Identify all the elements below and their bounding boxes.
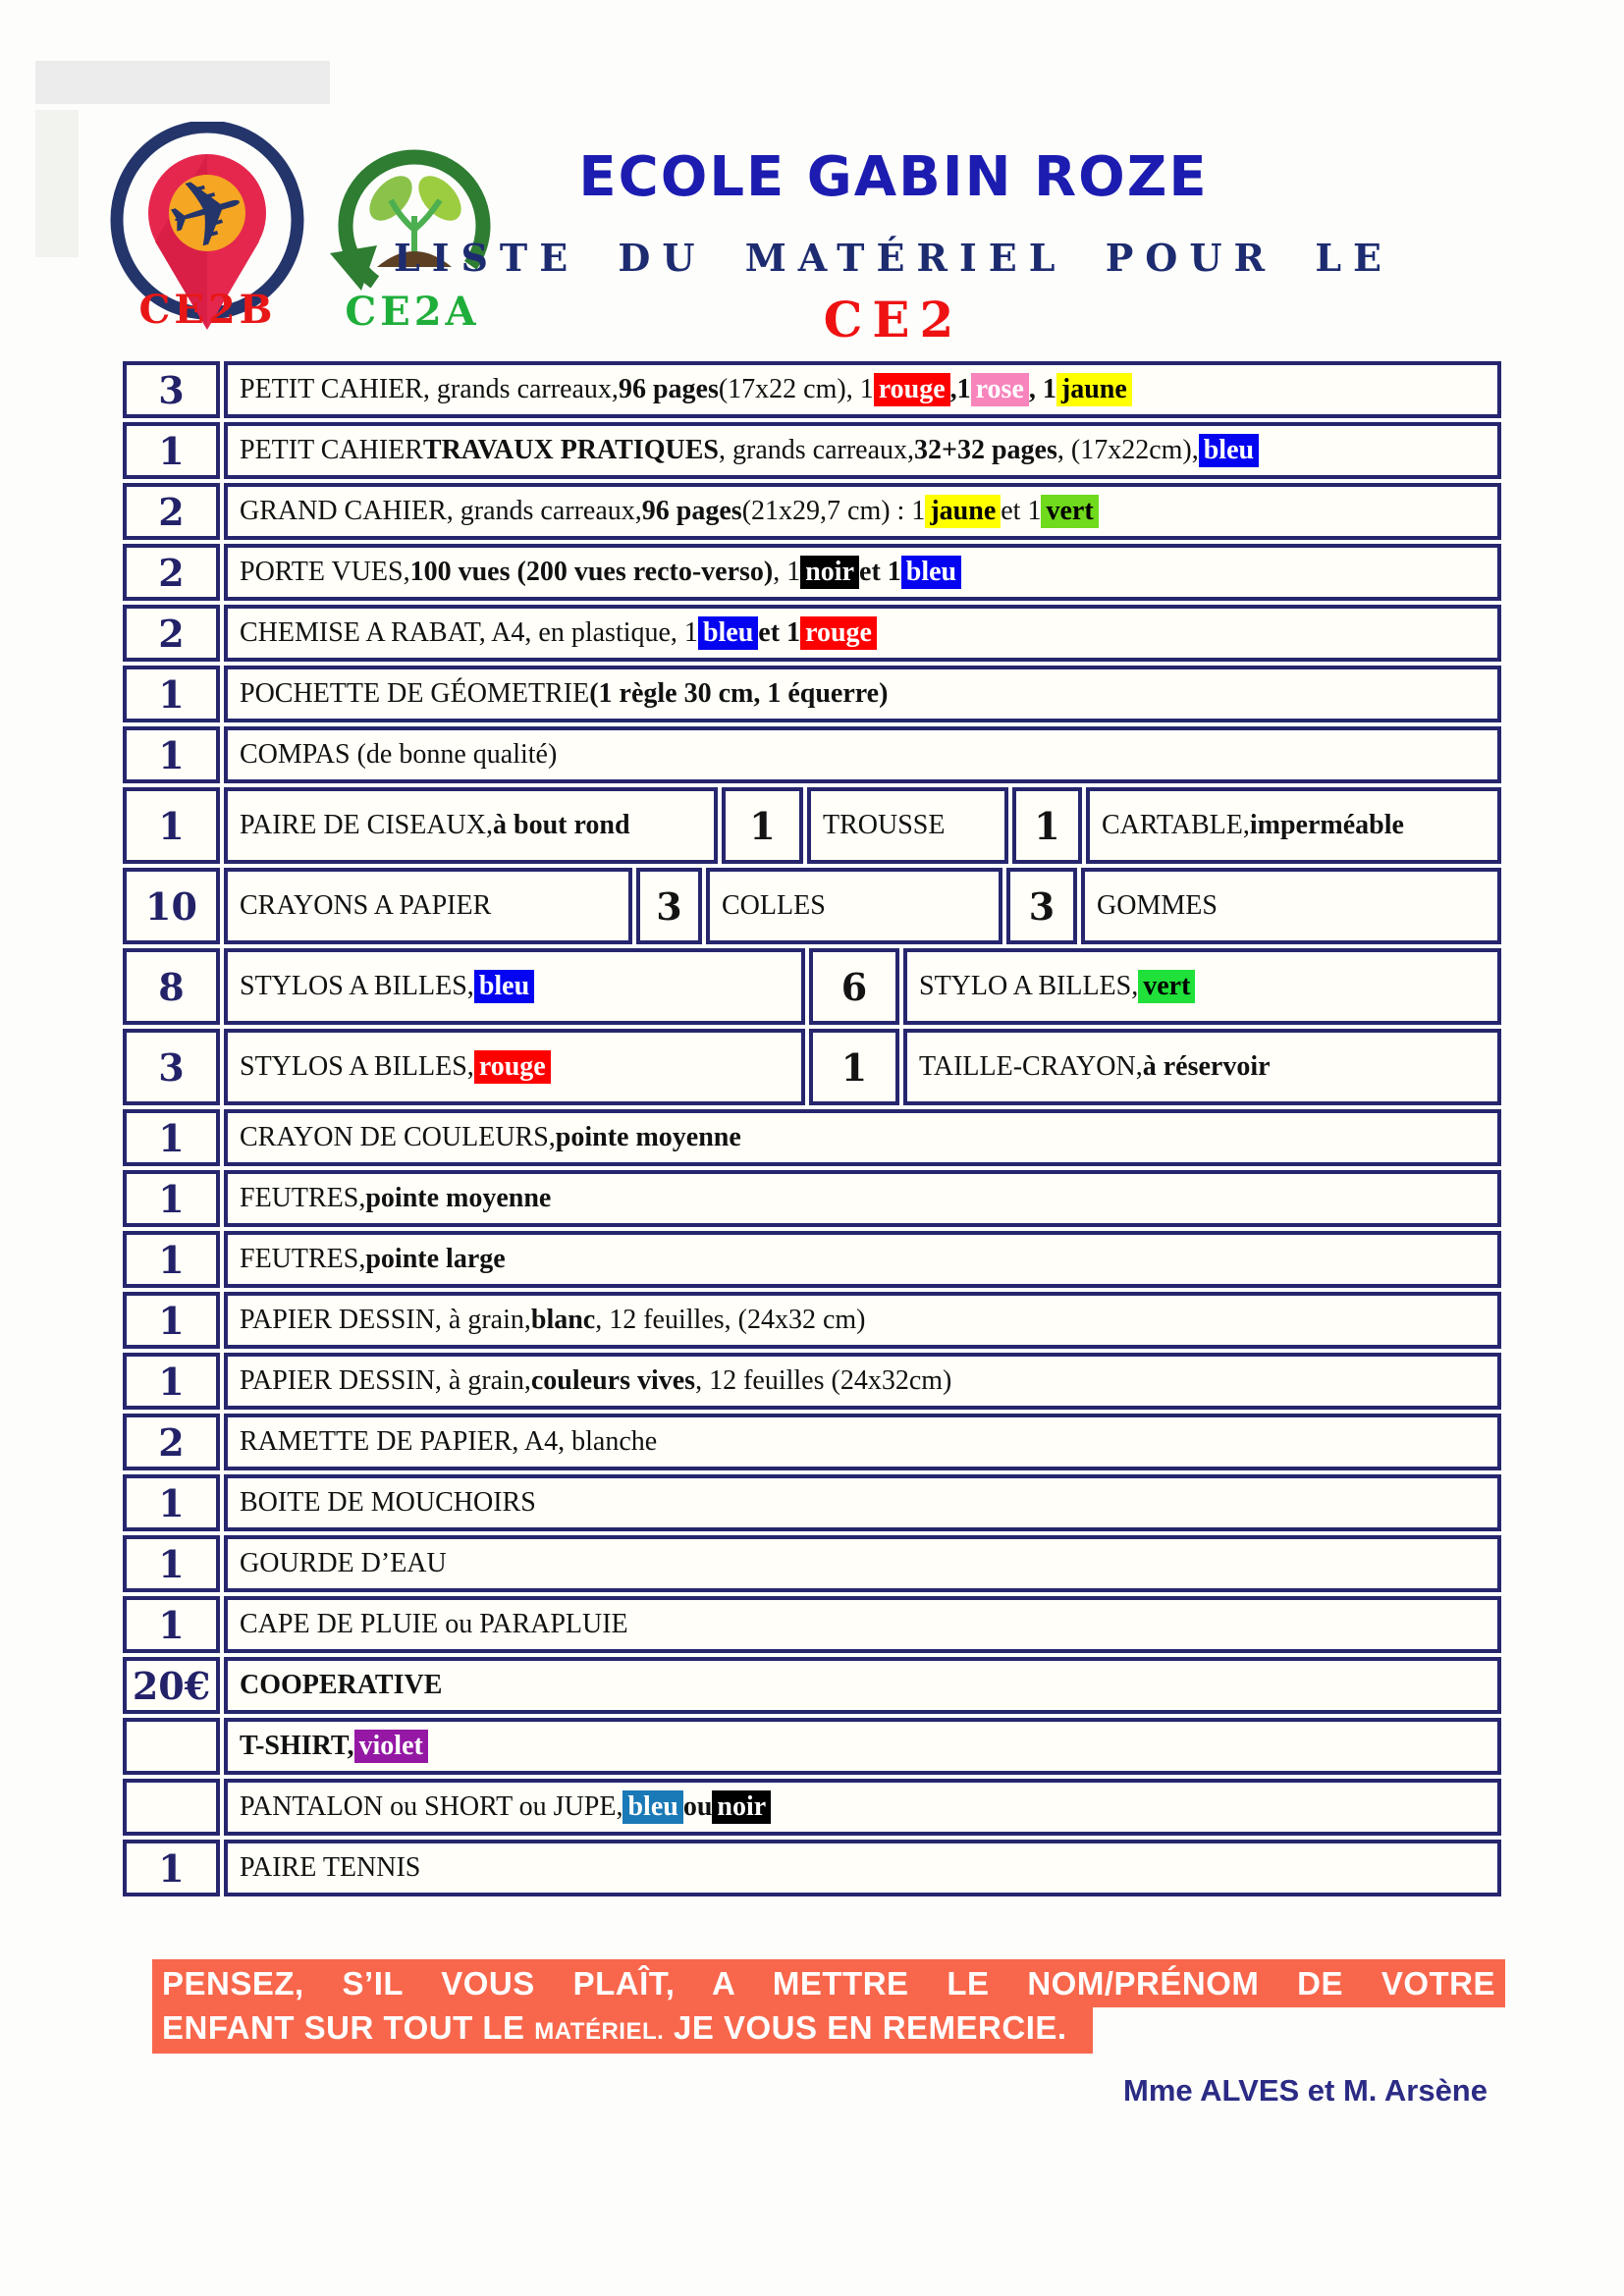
item-cell xyxy=(903,948,1501,1025)
item-text-segment: CRAYON DE COULEURS, xyxy=(240,1122,556,1152)
quantity-cell: 1 xyxy=(123,1840,220,1896)
item-cell xyxy=(224,1596,1501,1653)
item-cell xyxy=(224,361,1501,418)
item-text-segment: CHEMISE A RABAT, A4, en plastique, 1 xyxy=(240,617,698,648)
item-text-segment: COLLES xyxy=(722,890,826,921)
reminder-banner xyxy=(152,1959,1505,2054)
item-text-segment: (21x29,7 cm) : 1 xyxy=(741,496,926,526)
item-text-segment: PETIT CAHIER xyxy=(240,435,423,465)
supply-row xyxy=(123,1779,1501,1836)
list-subtitle: LISTE DU MATÉRIEL POUR LE xyxy=(393,236,1393,280)
quantity-cell: 1 xyxy=(809,1029,899,1105)
supply-row xyxy=(123,361,1501,418)
item-text-segment: STYLOS A BILLES, xyxy=(240,1051,474,1082)
logo-right-label: CE2A xyxy=(345,289,480,335)
supply-row xyxy=(123,1657,1501,1714)
item-text-segment: pointe large xyxy=(365,1244,506,1274)
quantity-cell: 1 xyxy=(722,787,803,864)
item-cell xyxy=(224,1535,1501,1592)
supply-row xyxy=(123,1718,1501,1775)
item-cell xyxy=(224,1474,1501,1531)
item-text-segment: et 1 xyxy=(1001,496,1042,526)
color-swatch-noir: noir xyxy=(712,1790,771,1824)
color-swatch-vert_clair: vert xyxy=(1041,495,1098,528)
item-text-segment: GOURDE D’EAU xyxy=(240,1548,447,1578)
item-text-segment: PAIRE DE CISEAUX, xyxy=(240,810,493,840)
supply-row xyxy=(123,1840,1501,1896)
color-swatch-bleu_fonce: bleu xyxy=(623,1790,682,1824)
item-text-segment: ou xyxy=(682,1791,713,1822)
item-cell xyxy=(224,1657,1501,1714)
quantity-cell: 1 xyxy=(123,787,220,864)
item-text-segment: ,1 xyxy=(949,374,971,404)
quantity-cell: 3 xyxy=(123,1029,220,1105)
item-text-segment: 96 pages xyxy=(641,496,742,526)
item-text-segment: , 12 feuilles (24x32cm) xyxy=(695,1365,952,1396)
item-text-segment: 100 vues (200 vues recto-verso) xyxy=(409,557,774,587)
item-text-segment: PANTALON ou SHORT ou JUPE, xyxy=(240,1791,623,1822)
item-cell xyxy=(224,787,718,864)
item-text-segment: TRAVAUX PRATIQUES xyxy=(422,435,719,465)
supply-row xyxy=(123,1353,1501,1410)
color-swatch-rose: rose xyxy=(971,373,1029,406)
item-text-segment: FEUTRES, xyxy=(240,1183,366,1213)
color-swatch-jaune: jaune xyxy=(925,495,1001,528)
item-text-segment: imperméable xyxy=(1249,810,1404,840)
color-swatch-jaune: jaune xyxy=(1056,373,1132,406)
item-cell xyxy=(224,1840,1501,1896)
item-text-segment: , 1 xyxy=(773,557,801,587)
color-swatch-rouge: rouge xyxy=(474,1050,551,1084)
quantity-cell: 2 xyxy=(123,605,220,662)
reminder-text-segment: MATÉRIEL. xyxy=(534,2018,665,2045)
supply-row xyxy=(123,1109,1501,1166)
item-cell xyxy=(224,868,632,944)
logo-left-label: CE2B xyxy=(138,287,277,333)
item-text-segment: couleurs vives xyxy=(530,1365,696,1396)
scan-artifact xyxy=(35,110,79,257)
quantity-cell xyxy=(123,1718,220,1775)
color-swatch-bleu: bleu xyxy=(698,616,758,650)
item-text-segment: TAILLE-CRAYON, xyxy=(919,1051,1143,1082)
item-text-segment: , grands carreaux, xyxy=(719,435,915,465)
item-cell xyxy=(224,948,805,1025)
item-cell xyxy=(224,1353,1501,1410)
item-cell xyxy=(224,605,1501,662)
svg-text:✈: ✈ xyxy=(153,149,261,277)
item-text-segment: STYLO A BILLES, xyxy=(919,971,1139,1001)
supply-row xyxy=(123,1170,1501,1227)
item-cell xyxy=(807,787,1008,864)
item-text-segment: FEUTRES, xyxy=(240,1244,366,1274)
supply-row xyxy=(123,868,1501,944)
quantity-cell: 1 xyxy=(123,1596,220,1653)
quantity-cell: 10 xyxy=(123,868,220,944)
item-cell xyxy=(224,1231,1501,1288)
item-cell xyxy=(1086,787,1501,864)
supply-row xyxy=(123,1474,1501,1531)
supply-row xyxy=(123,483,1501,540)
school-title: ECOLE GABIN ROZE xyxy=(578,145,1209,209)
item-text-segment: CRAYONS A PAPIER xyxy=(240,890,492,921)
item-cell xyxy=(224,726,1501,783)
quantity-cell: 3 xyxy=(636,868,702,944)
quantity-cell: 1 xyxy=(123,1535,220,1592)
item-text-segment: TROUSSE xyxy=(823,810,946,840)
scan-artifact xyxy=(35,61,330,104)
color-swatch-noir: noir xyxy=(800,556,859,589)
quantity-cell: 2 xyxy=(123,544,220,601)
supply-row xyxy=(123,666,1501,722)
item-text-segment: PAPIER DESSIN, à grain, xyxy=(240,1365,531,1396)
item-text-segment: POCHETTE DE GÉOMETRIE xyxy=(240,678,590,709)
supply-row xyxy=(123,605,1501,662)
item-text-segment: pointe moyenne xyxy=(555,1122,741,1152)
color-swatch-bleu: bleu xyxy=(901,556,961,589)
item-text-segment: et 1 xyxy=(758,617,801,648)
item-text-segment: GOMMES xyxy=(1097,890,1218,921)
color-swatch-rouge: rouge xyxy=(800,616,877,650)
color-swatch-bleu: bleu xyxy=(474,970,534,1003)
item-text-segment: PAIRE TENNIS xyxy=(240,1852,421,1883)
item-cell xyxy=(706,868,1002,944)
quantity-cell: 1 xyxy=(123,666,220,722)
item-text-segment: blanc xyxy=(530,1305,596,1335)
quantity-cell: 2 xyxy=(123,1414,220,1470)
item-text-segment: PAPIER DESSIN, à grain, xyxy=(240,1305,531,1335)
item-text-segment: PETIT CAHIER, grands carreaux, xyxy=(240,374,619,404)
supply-row xyxy=(123,1414,1501,1470)
reminder-text-segment: JE VOUS EN REMERCIE. xyxy=(664,2009,1067,2046)
item-text-segment: GRAND CAHIER, grands carreaux, xyxy=(240,496,642,526)
supply-row xyxy=(123,1596,1501,1653)
item-text-segment: pointe moyenne xyxy=(365,1183,552,1213)
color-swatch-vert: vert xyxy=(1138,970,1195,1003)
item-text-segment: et 1 xyxy=(859,557,901,587)
item-cell xyxy=(224,1170,1501,1227)
item-cell xyxy=(224,1292,1501,1349)
item-cell xyxy=(224,422,1501,479)
quantity-cell: 1 xyxy=(123,1109,220,1166)
color-swatch-bleu: bleu xyxy=(1199,434,1259,467)
quantity-cell: 1 xyxy=(1012,787,1082,864)
reminder-text-segment: ENFANT SUR TOUT LE xyxy=(162,2009,535,2046)
quantity-cell: 6 xyxy=(809,948,899,1025)
quantity-cell: 1 xyxy=(123,1231,220,1288)
item-cell xyxy=(224,1029,805,1105)
supply-table xyxy=(123,361,1501,1900)
item-text-segment: , (17x22cm), xyxy=(1056,435,1199,465)
reminder-line-2 xyxy=(152,2007,1093,2054)
quantity-cell: 1 xyxy=(123,422,220,479)
supply-row xyxy=(123,787,1501,864)
item-text-segment: , 1 xyxy=(1028,374,1056,404)
quantity-cell: 8 xyxy=(123,948,220,1025)
quantity-cell: 20€ xyxy=(123,1657,220,1714)
item-text-segment: COMPAS (de bonne qualité) xyxy=(240,739,558,770)
item-text-segment: à réservoir xyxy=(1142,1051,1271,1082)
item-cell xyxy=(224,666,1501,722)
item-cell xyxy=(224,544,1501,601)
item-text-segment: STYLOS A BILLES, xyxy=(240,971,474,1001)
teachers-signature: Mme ALVES et M. Arsène xyxy=(1123,2073,1488,2108)
quantity-cell: 1 xyxy=(123,1474,220,1531)
item-text-segment: CARTABLE, xyxy=(1102,810,1250,840)
item-cell xyxy=(224,1718,1501,1775)
supply-row xyxy=(123,1029,1501,1105)
supply-row xyxy=(123,422,1501,479)
item-cell xyxy=(903,1029,1501,1105)
quantity-cell: 1 xyxy=(123,1170,220,1227)
quantity-cell: 2 xyxy=(123,483,220,540)
reminder-line-1: PENSEZ, S’IL VOUS PLAÎT, A METTRE LE NOM/PRÉNOM DE VOTRE xyxy=(152,1959,1505,2007)
supply-row xyxy=(123,1535,1501,1592)
item-text-segment: 96 pages xyxy=(618,374,719,404)
item-cell xyxy=(224,1779,1501,1836)
item-text-segment: à bout rond xyxy=(493,810,630,840)
quantity-cell: 1 xyxy=(123,1353,220,1410)
item-text-segment: COOPERATIVE xyxy=(240,1670,443,1700)
quantity-cell xyxy=(123,1779,220,1836)
item-cell xyxy=(224,483,1501,540)
supply-row xyxy=(123,1292,1501,1349)
supply-row xyxy=(123,948,1501,1025)
class-name: CE2 xyxy=(823,291,964,348)
item-text-segment: (1 règle 30 cm, 1 équerre) xyxy=(589,678,889,709)
item-text-segment: RAMETTE DE PAPIER, A4, blanche xyxy=(240,1426,658,1457)
color-swatch-rouge: rouge xyxy=(874,373,950,406)
item-text-segment: , 12 feuilles, (24x32 cm) xyxy=(595,1305,866,1335)
item-text-segment: (17x22 cm), 1 xyxy=(718,374,874,404)
color-swatch-violet: violet xyxy=(354,1730,428,1763)
supply-row xyxy=(123,726,1501,783)
supply-row xyxy=(123,544,1501,601)
item-text-segment: T-SHIRT, xyxy=(240,1731,354,1761)
item-cell xyxy=(224,1414,1501,1470)
quantity-cell: 3 xyxy=(1006,868,1077,944)
item-text-segment: CAPE DE PLUIE ou PARAPLUIE xyxy=(240,1609,628,1639)
item-text-segment: 32+32 pages xyxy=(914,435,1057,465)
supply-row xyxy=(123,1231,1501,1288)
item-cell xyxy=(224,1109,1501,1166)
quantity-cell: 3 xyxy=(123,361,220,418)
item-text-segment: BOITE DE MOUCHOIRS xyxy=(240,1487,536,1518)
quantity-cell: 1 xyxy=(123,1292,220,1349)
quantity-cell: 1 xyxy=(123,726,220,783)
item-text-segment: PORTE VUES, xyxy=(240,557,410,587)
item-cell xyxy=(1081,868,1501,944)
